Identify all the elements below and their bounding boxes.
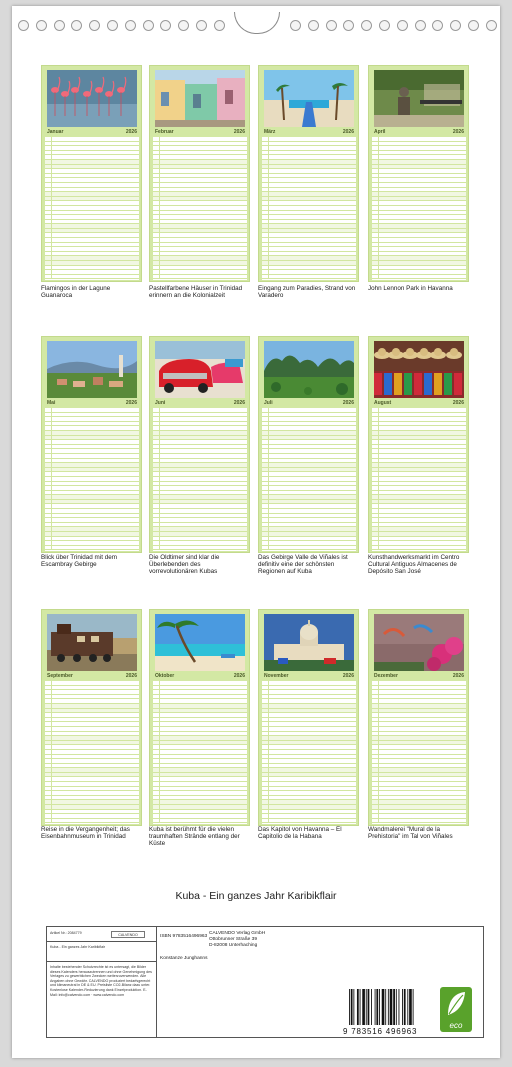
month-photo (155, 70, 245, 127)
day-row (153, 819, 247, 824)
day-row (45, 275, 139, 280)
calendar-page (12, 6, 500, 1058)
imprint-left-column (47, 927, 157, 1037)
binding-hole (36, 20, 47, 31)
month-name: Februar (155, 129, 174, 135)
month-header (153, 399, 247, 407)
month-year: 2026 (342, 400, 354, 406)
month-januar (41, 65, 142, 282)
month-caption: Eingang zum Paradies, Strand von Varadero (258, 285, 356, 300)
month-photo (374, 614, 464, 671)
month-caption: Pastellfarbene Häuser in Trinidad erinnern an die Kolonialzeit (149, 285, 243, 300)
binding-hole (89, 20, 100, 31)
month-photo (47, 70, 137, 127)
month-photo-image (264, 341, 354, 398)
month-year: 2026 (233, 673, 245, 679)
binding-hole (160, 20, 171, 31)
day-row (45, 819, 139, 824)
author: Konstanze Junghanns (160, 956, 208, 961)
article-number: Artikel Nr.: 2084779 (50, 931, 82, 935)
binding-hole (125, 20, 136, 31)
day-row (262, 275, 356, 280)
binding-hole (415, 20, 426, 31)
publisher-line-2: Ottobrunner Straße 39 (209, 937, 257, 942)
publisher-line-3: D-82008 Unterhaching (209, 943, 258, 948)
month-header (153, 128, 247, 136)
month-header (45, 672, 139, 680)
binding-hole (468, 20, 479, 31)
month-photo (155, 614, 245, 671)
month-year: 2026 (452, 400, 464, 406)
month-header (372, 672, 466, 680)
month-header (372, 128, 466, 136)
publisher-line-1: CALVENDO Verlag GmbH (209, 931, 266, 936)
month-header (45, 399, 139, 407)
month-day-grid (372, 137, 466, 280)
month-day-grid (45, 137, 139, 280)
month-photo-image (374, 70, 464, 127)
legal-text: Inhalte bestehender Schutzrechte ist es untersagt, die Bilder dieses Kalenders herauszutrennen und ohne Genehmigung des Verlages zu gewerblichen Zwecken weiterzuverwenden. Alle Angaben ohne Gewähr. CALVENDO produziert bedarfsgerecht und klimaneutral in DE & EU. Preisliste CO2-Bilanz dazu unter. Kostenlose Kalender-Reduzierung dank Einzelproduktion. E-Mail: info@calvendo.com · www.calvendo.com (50, 965, 152, 997)
month-year: 2026 (452, 129, 464, 135)
month-day-grid (372, 408, 466, 551)
month-photo-image (374, 614, 464, 671)
month-caption: Wandmalerei "Mural de la Prehistoria" im Tal von Viñales (368, 826, 453, 841)
month-juni (149, 336, 250, 553)
month-day-grid (153, 408, 247, 551)
month-day-grid (45, 408, 139, 551)
month-photo-image (47, 70, 137, 127)
month-photo (374, 341, 464, 398)
month-name: August (374, 400, 392, 406)
binding-hole (214, 20, 225, 31)
barcode-bars (349, 989, 433, 1025)
month-november (258, 609, 359, 826)
month-header (372, 399, 466, 407)
month-year: 2026 (125, 673, 137, 679)
month-caption: Die Oldtimer sind klar die Überlebenden des vorrevolutionären Kubas (149, 554, 220, 576)
product-title: Kuba - Ein ganzes Jahr Karibikflair (50, 945, 106, 949)
month-caption: Blick über Trinidad mit dem Escambray Gebirge (41, 554, 117, 569)
month-name: Oktober (155, 673, 175, 679)
month-year: 2026 (342, 129, 354, 135)
month-caption: Kuba ist berühmt für die vielen traumhaften Strände entlang der Küste (149, 826, 240, 848)
month-photo (155, 341, 245, 398)
month-photo (374, 70, 464, 127)
month-februar (149, 65, 250, 282)
binding-hole (343, 20, 354, 31)
month-day-grid (153, 137, 247, 280)
month-photo-image (374, 341, 464, 398)
month-caption: Flamingos in der Lagune Guanaroca (41, 285, 111, 300)
binding-hole (361, 20, 372, 31)
month-name: Mai (47, 400, 56, 406)
month-day-grid (262, 681, 356, 824)
binding-hole (196, 20, 207, 31)
month-photo (264, 70, 354, 127)
month-photo-image (264, 70, 354, 127)
barcode (343, 989, 435, 1035)
month-photo (47, 341, 137, 398)
binding-hole (450, 20, 461, 31)
month-name: März (264, 129, 276, 135)
month-caption: Kunsthandwerksmarkt im Centro Cultural Antiguos Almacenes de Depósito San José (368, 554, 460, 576)
month-september (41, 609, 142, 826)
month-photo-image (155, 341, 245, 398)
month-day-grid (372, 681, 466, 824)
day-row (45, 546, 139, 551)
day-row (372, 275, 466, 280)
day-row (372, 819, 466, 824)
month-caption: Das Kapitol von Havanna – El Capitolio de la Habana (258, 826, 342, 841)
month-name: Dezember (374, 673, 398, 679)
month-photo-image (47, 341, 137, 398)
month-caption: Reise in die Vergangenheit; das Eisenbahnmuseum in Trinidad (41, 826, 130, 841)
month-year: 2026 (125, 129, 137, 135)
binding-hole (397, 20, 408, 31)
month-juli (258, 336, 359, 553)
month-photo (264, 614, 354, 671)
barcode-number: 9 783516 496963 (343, 1027, 418, 1036)
month-photo-image (155, 614, 245, 671)
binding-hole (290, 20, 301, 31)
day-row (262, 819, 356, 824)
binding-hole (71, 20, 82, 31)
month-header (262, 399, 356, 407)
month-name: Juli (264, 400, 273, 406)
month-year: 2026 (233, 129, 245, 135)
month-photo-image (264, 614, 354, 671)
month-photo-image (155, 70, 245, 127)
binding-hole (326, 20, 337, 31)
month-day-grid (262, 137, 356, 280)
eco-label: eco (449, 1021, 463, 1030)
day-row (372, 546, 466, 551)
month-name: September (47, 673, 73, 679)
month-august (368, 336, 469, 553)
binding-hole (308, 20, 319, 31)
month-photo (47, 614, 137, 671)
binding-hole (432, 20, 443, 31)
month-name: Januar (47, 129, 64, 135)
binding-hole (143, 20, 154, 31)
imprint-right-column (207, 927, 327, 1037)
month-name: April (374, 129, 386, 135)
month-year: 2026 (125, 400, 137, 406)
month-header (45, 128, 139, 136)
binding-hole (54, 20, 65, 31)
month-märz (258, 65, 359, 282)
month-caption: Das Gebirge Valle de Viñales ist definitiv eine der schönsten Regionen auf Kuba (258, 554, 348, 576)
month-year: 2026 (233, 400, 245, 406)
imprint-box (46, 926, 484, 1038)
imprint-middle-column (157, 927, 207, 1037)
binding-hole (486, 20, 497, 31)
month-day-grid (153, 681, 247, 824)
month-april (368, 65, 469, 282)
month-header (262, 672, 356, 680)
month-oktober (149, 609, 250, 826)
leaf-icon (445, 990, 467, 1018)
binding-hole (178, 20, 189, 31)
day-row (153, 275, 247, 280)
month-photo (264, 341, 354, 398)
month-year: 2026 (452, 673, 464, 679)
day-row (262, 546, 356, 551)
calendar-title: Kuba - Ein ganzes Jahr Karibikflair (175, 890, 337, 902)
calvendo-logo: CALVENDO (111, 931, 145, 938)
binding-hole (379, 20, 390, 31)
isbn: ISBN 9783516496963 (160, 934, 208, 939)
month-name: November (264, 673, 289, 679)
month-photo-image (47, 614, 137, 671)
month-day-grid (262, 408, 356, 551)
month-header (262, 128, 356, 136)
month-name: Juni (155, 400, 166, 406)
month-day-grid (45, 681, 139, 824)
day-row (153, 546, 247, 551)
eco-badge (440, 987, 472, 1032)
binding-hole (107, 20, 118, 31)
binding-hole (18, 20, 29, 31)
month-year: 2026 (342, 673, 354, 679)
month-dezember (368, 609, 469, 826)
month-header (153, 672, 247, 680)
month-mai (41, 336, 142, 553)
month-caption: John Lennon Park in Havanna (368, 285, 453, 292)
